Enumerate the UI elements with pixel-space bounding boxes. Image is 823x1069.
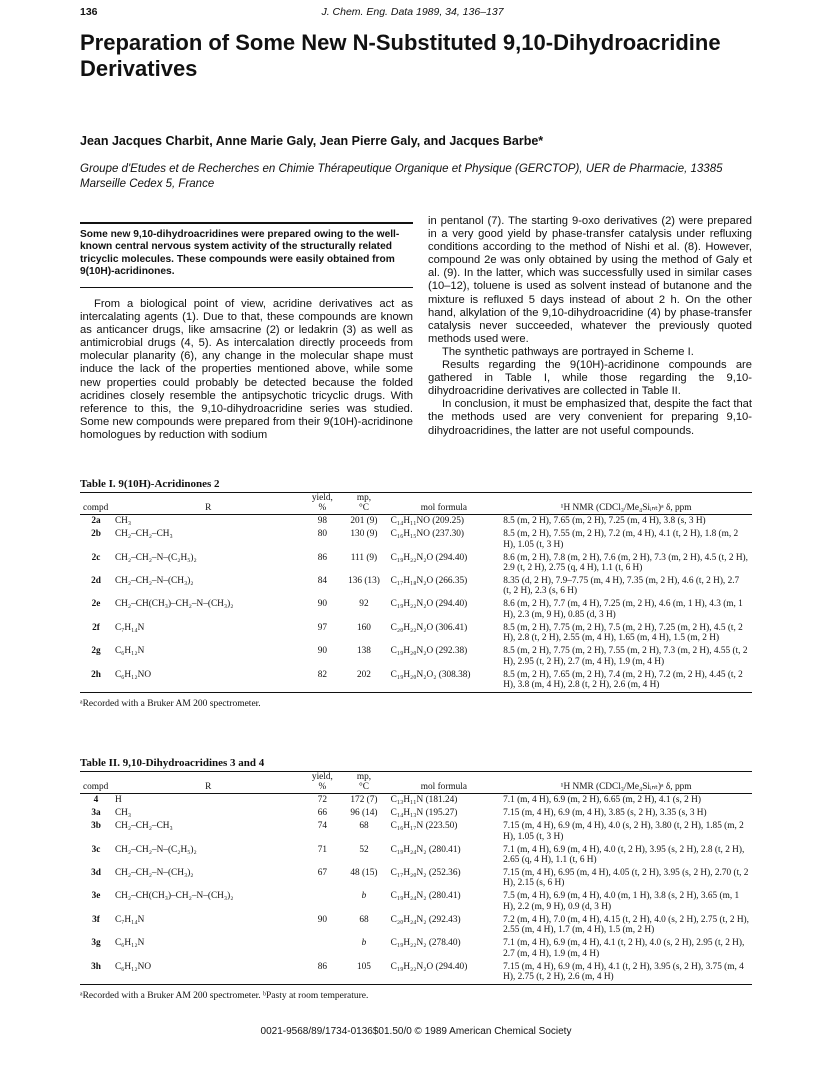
table-cell-r: CH₂–CH₂–CH₃ <box>114 529 173 540</box>
table-caption: Table I. 9(10H)-Acridinones 2 <box>80 478 220 490</box>
table-cell-yield: 66 <box>317 808 328 819</box>
col-header-yield-unit: % <box>304 503 340 514</box>
table-cell-formula: C₁₇H₂₀N₂ (252.36) <box>390 867 461 878</box>
page-number: 136 <box>80 6 98 18</box>
table-cell-mp: 172 (7) <box>350 795 378 806</box>
table-body <box>80 514 752 692</box>
col-header-formula: mol formula <box>388 503 501 514</box>
table-cell-formula: C₁₉H₂₂N₂O (294.40) <box>390 552 468 563</box>
table-cell-mp: 96 (14) <box>350 808 378 819</box>
table-footnote: ᵃRecorded with a Bruker AM 200 spectrometer. <box>80 698 261 709</box>
col-header-r: R <box>112 782 305 793</box>
body-paragraph: in pentanol (7). The starting 9-oxo derivatives (2) were prepared in a very good yield by phase-transfer catalysis under refluxing conditions according to the method of Nishi et al. (8). However, compound 2e was only obtained by using the method of Galy et al. (9). In the latter, which was successfully used in similar cases (10–12), toluene is used as solvent instead of butanone and the mixture is refluxed 5 days instead of about 2 h. On the other hand, alkylation of the 9,10-dihydroacridine (4) by phase-transfer catalysis never succeeded, whatever the previously quoted methods used were. <box>428 215 752 345</box>
table-cell-yield: 90 <box>317 914 328 925</box>
table-cell-nmr: 8.5 (m, 2 H), 7.65 (m, 2 H), 7.25 (m, 4 H), 3.8 (s, 3 H) <box>503 516 706 527</box>
table-cell-nmr: 8.5 (m, 2 H), 7.75 (m, 2 H), 7.5 (m, 2 H), 7.25 (m, 2 H), 4.5 (t, 2 H), 2.8 (t, 2 H), 2.55 (m, 4 H), 1.65 (m, 4 H), 1.5 (m, 2 H) <box>503 622 743 644</box>
table-row <box>80 598 752 621</box>
table-cell-mp: 105 <box>340 960 387 984</box>
table-row <box>80 621 752 644</box>
table-cell-r: CH₂–CH₂–N–(C₂H₅)₂ <box>114 844 197 855</box>
table-cell-mp: 52 <box>359 844 369 855</box>
table-cell-compd: 3g <box>91 938 101 949</box>
table-cell-formula: C₁₉H₂₂N₂O (294.40) <box>390 599 468 610</box>
table-cell-compd: 3a <box>91 808 101 819</box>
table-cell-compd: 4 <box>93 795 99 806</box>
table-cell-nmr: 8.6 (m, 2 H), 7.7 (m, 4 H), 7.25 (m, 2 H), 4.6 (m, 1 H), 4.3 (m, 1 H), 2.3 (m, 9 H), 0.85 (d, 3 H) <box>503 599 743 620</box>
data-table <box>80 771 752 985</box>
table-cell-yield: 97 <box>317 622 328 633</box>
table-body <box>80 793 752 984</box>
table-row <box>80 793 752 807</box>
table-row <box>80 890 752 913</box>
body-paragraph: In conclusion, it must be emphasized that, despite the fact that the methods used are very convenient for preparing 9,10-dihydroacridines, the latter are not useful compounds. <box>428 398 752 437</box>
table-cell-nmr: 7.15 (m, 4 H), 6.95 (m, 4 H), 4.05 (t, 2 H), 3.95 (s, 2 H), 2.70 (t, 2 H), 2.15 (s, 6 H) <box>503 867 749 889</box>
table-row <box>80 551 752 574</box>
table-cell-formula: C₁₉H₂₂N₂O (294.40) <box>388 960 500 984</box>
table-cell-nmr: 7.2 (m, 4 H), 7.0 (m, 4 H), 4.15 (t, 2 H), 4.0 (s, 2 H), 2.75 (t, 2 H), 2.55 (m, 4 H), 1.7 (m, 4 H), 1.5 (m, 2 H) <box>503 914 749 936</box>
table-cell-mp: b <box>361 938 367 949</box>
table-cell-mp: 48 (15) <box>350 867 378 878</box>
table-cell-yield: 72 <box>317 795 328 806</box>
col-header-mp-unit: °C <box>340 782 387 793</box>
table-cell-formula: C₁₉H₂₀N₂O (292.38) <box>390 646 468 657</box>
table-cell-formula: C₁₉H₂₄N₂ (280.41) <box>390 891 461 902</box>
table-cell-mp: b <box>361 891 367 902</box>
table-cell-yield <box>305 937 341 960</box>
table-cell-nmr: 7.5 (m, 4 H), 6.9 (m, 4 H), 4.0 (m, 1 H), 3.8 (s, 2 H), 3.65 (m, 1 H), 2.2 (m, 9 H), 0.9 (d, 3 H) <box>503 891 740 912</box>
table-cell-yield: 90 <box>317 646 328 657</box>
table-cell-nmr: 8.5 (m, 2 H), 7.65 (m, 2 H), 7.4 (m, 2 H), 7.2 (m, 2 H), 4.45 (t, 2 H), 3.8 (m, 4 H), 2.8 (t, 2 H), 2.6 (m, 4 H) <box>500 668 752 692</box>
col-header-mp-unit: °C <box>340 503 387 514</box>
body-paragraph: Results regarding the 9(10H)-acridinone compounds are gathered in Table I, while those regarding the 9,10-dihydroacridine derivatives are collected in Table II. <box>428 359 752 398</box>
table-cell-compd: 2c <box>91 552 101 563</box>
table-row <box>80 843 752 866</box>
table-cell-r: CH₃ <box>114 808 132 819</box>
col-header-mp: mp, <box>340 772 387 783</box>
table-cell-yield: 80 <box>317 529 328 540</box>
table-cell-compd: 2h <box>80 668 112 692</box>
table-cell-compd: 2a <box>91 516 101 527</box>
table-row <box>80 668 752 692</box>
running-header <box>80 6 745 22</box>
table-row <box>80 867 752 890</box>
table-row <box>80 960 752 984</box>
table-cell-r: CH₂–CH₂–N–(C₂H₅)₂ <box>114 552 197 563</box>
table-caption: Table II. 9,10-Dihydroacridines 3 and 4 <box>80 757 265 769</box>
table-cell-mp: 68 <box>359 914 369 925</box>
table-cell-formula: C₁₆H₁₅NO (237.30) <box>390 529 465 540</box>
table-cell-nmr: 7.15 (m, 4 H), 6.9 (m, 4 H), 4.1 (t, 2 H), 3.95 (s, 2 H), 3.75 (m, 4 H), 2.75 (t, 2 H), 2.6 (m, 4 H) <box>500 960 752 984</box>
table-cell-mp: 138 <box>356 646 371 657</box>
table-cell-formula: C₁₉H₂₄N₂ (280.41) <box>390 844 461 855</box>
table-cell-mp: 92 <box>359 599 369 610</box>
table-cell-mp: 130 (9) <box>350 529 378 540</box>
table-cell-compd: 2d <box>91 575 101 586</box>
table-cell-nmr: 7.15 (m, 4 H), 6.9 (m, 4 H), 4.0 (s, 2 H), 3.80 (t, 2 H), 1.85 (m, 2 H), 1.05 (t, 3 H) <box>503 821 744 842</box>
table-cell-yield: 86 <box>305 960 341 984</box>
table-cell-yield: 82 <box>304 668 340 692</box>
abstract: Some new 9,10-dihydroacridines were prepared owing to the well-known central nervous system activity of the structurally related tricyclic molecules. These compounds were easily obtained from 9(10H)-acridinones. <box>80 229 400 277</box>
table-cell-yield: 71 <box>317 844 328 855</box>
table-cell-compd: 2f <box>92 622 100 633</box>
table-cell-nmr: 8.5 (m, 2 H), 7.75 (m, 2 H), 7.55 (m, 2 H), 7.3 (m, 2 H), 4.55 (t, 2 H), 2.95 (t, 2 H), 2.7 (m, 4 H), 1.9 (m, 4 H) <box>503 646 748 667</box>
table-cell-r: C₆H₁₂N <box>114 646 145 657</box>
table-cell-yield: 98 <box>317 516 328 527</box>
table-row <box>80 575 752 598</box>
col-header-r: R <box>112 503 305 514</box>
table-cell-compd: 3e <box>91 891 101 902</box>
table-row <box>80 528 752 551</box>
table-cell-r: C₆H₁₂NO <box>112 668 305 692</box>
table-cell-formula: C₁₃H₁₁N (181.24) <box>390 795 458 806</box>
body-column-left <box>80 298 413 442</box>
table-cell-compd: 3c <box>91 844 101 855</box>
table-row <box>80 645 752 668</box>
table-cell-yield: 84 <box>317 575 328 586</box>
table-cell-formula: C₂₀H₂₂N₂O (306.41) <box>390 622 468 633</box>
table-row <box>80 937 752 960</box>
table-cell-r: CH₃ <box>114 516 132 527</box>
table-cell-compd: 3h <box>80 960 112 984</box>
col-header-compd: compd <box>80 503 112 514</box>
table-cell-compd: 3d <box>91 867 101 878</box>
table-cell-formula: C₁₄H₁₁NO (209.25) <box>390 516 465 527</box>
table-cell-compd: 2e <box>91 599 101 610</box>
table-cell-r: CH₂–CH(CH₃)–CH₂–N–(CH₃)₂ <box>114 891 234 902</box>
table-cell-nmr: 8.6 (m, 2 H), 7.8 (m, 2 H), 7.6 (m, 2 H), 7.3 (m, 2 H), 4.5 (t, 2 H), 2.9 (t, 2 H), 2.75 (q, 4 H), 1.1 (t, 6 H) <box>503 552 748 573</box>
table-cell-nmr: 8.35 (d, 2 H), 7.9–7.75 (m, 4 H), 7.35 (m, 2 H), 4.6 (t, 2 H), 2.7 (t, 2 H), 2.3 (s, 6 H) <box>503 575 740 597</box>
table-cell-r: C₆H₁₂N <box>114 938 145 949</box>
journal-citation: J. Chem. Eng. Data 1989, 34, 136–137 <box>321 6 504 18</box>
affiliation: Groupe d'Etudes et de Recherches en Chimie Thérapeutique Organique et Physique (GERCTOP), UER de Pharmacie, 13385 Marseille Cedex 5, France <box>80 163 723 190</box>
col-header-yield-unit: % <box>305 782 341 793</box>
table-cell-nmr: 7.1 (m, 4 H), 6.9 (m, 4 H), 4.1 (t, 2 H), 4.0 (s, 2 H), 2.95 (t, 2 H), 2.7 (m, 4 H), 1.9 (m, 4 H) <box>503 938 745 959</box>
table-cell-compd: 2b <box>91 529 101 540</box>
table-cell-compd: 2g <box>91 646 101 657</box>
article-title: Preparation of Some New N-Substituted 9,10-Dihydroacridine Derivatives <box>80 30 721 81</box>
table-cell-r: H <box>114 795 122 806</box>
table-cell-r: C₇H₁₄N <box>114 914 145 925</box>
col-header-yield: yield, <box>305 772 341 783</box>
body-paragraph: From a biological point of view, acridine derivatives act as intercalating agents (1). Due to that, these compounds are known as anticancer drugs, like amsacrine (2) or ledakrin (3) as well as antimicrobial drugs (4, 5). As intercalation directly proceeds from molecular planarity (6), any change in the molecular shape must induce the lack of the properties mentioned above, while some new properties could probably be detected because the folded acridines closely resemble the antipsychotic tricyclic drugs. With reference to this, the 9,10-dihydroacridine series was studied. Some new compounds were prepared from their 9(10H)-acridinone homologues by reduction with sodium <box>80 298 413 441</box>
table-cell-formula: C₁₆H₁₇N (223.50) <box>390 821 458 832</box>
table-1 <box>80 478 752 709</box>
abstract-bottom-rule <box>80 287 413 288</box>
body-paragraph: The synthetic pathways are portrayed in Scheme I. <box>442 345 694 358</box>
table-cell-mp: 160 <box>356 622 371 633</box>
table-row <box>80 514 752 528</box>
table-row <box>80 913 752 936</box>
table-cell-formula: C₂₀H₂₄N₂ (292.43) <box>390 914 461 925</box>
table-row <box>80 820 752 843</box>
table-cell-formula: C₁₉H₂₂N₂ (278.40) <box>390 938 461 949</box>
col-header-nmr: ¹H NMR (CDCl₃/Me₄Siᵢₙₜ)ᵃ δ, ppm <box>500 503 752 514</box>
author-list: Jean Jacques Charbit, Anne Marie Galy, Jean Pierre Galy, and Jacques Barbe* <box>80 134 544 148</box>
table-cell-nmr: 7.15 (m, 4 H), 6.9 (m, 4 H), 3.85 (s, 2 H), 3.35 (s, 3 H) <box>503 808 707 819</box>
table-cell-r: CH₂–CH₂–N–(CH₃)₂ <box>114 867 194 878</box>
table-cell-r: CH₂–CH₂–CH₃ <box>114 821 173 832</box>
table-cell-formula: C₁₄H₁₃N (195.27) <box>390 808 458 819</box>
table-cell-yield: 74 <box>317 821 328 832</box>
copyright-footer: 0021-9568/89/1734-0136$01.50/0 © 1989 American Chemical Society <box>260 1026 572 1037</box>
table-cell-mp: 201 (9) <box>350 516 378 527</box>
data-table <box>80 492 752 693</box>
table-cell-nmr: 8.5 (m, 2 H), 7.55 (m, 2 H), 7.2 (m, 4 H), 4.1 (t, 2 H), 1.8 (m, 2 H), 1.05 (t, 3 H) <box>503 529 739 550</box>
table-cell-compd: 3b <box>91 821 101 832</box>
col-header-yield: yield, <box>304 493 340 504</box>
table-cell-yield: 90 <box>317 599 328 610</box>
table-cell-r: C₆H₁₂NO <box>112 960 305 984</box>
table-cell-compd: 3f <box>92 914 100 925</box>
table-cell-mp: 111 (9) <box>350 552 378 563</box>
table-cell-yield: 86 <box>317 552 328 563</box>
table-cell-nmr: 7.1 (m, 4 H), 6.9 (m, 2 H), 6.65 (m, 2 H), 4.1 (s, 2 H) <box>503 795 701 806</box>
table-cell-r: CH₂–CH₂–N–(CH₃)₂ <box>114 575 194 586</box>
table-cell-mp: 136 (13) <box>348 575 380 586</box>
table-cell-r: C₇H₁₄N <box>114 622 145 633</box>
table-cell-yield: 67 <box>317 867 328 878</box>
abstract-top-rule <box>80 222 413 224</box>
table-cell-yield <box>305 890 341 913</box>
table-cell-mp: 202 <box>340 668 387 692</box>
table-cell-mp: 68 <box>359 821 369 832</box>
table-cell-nmr: 7.1 (m, 4 H), 6.9 (m, 4 H), 4.0 (t, 2 H), 3.95 (s, 2 H), 2.8 (t, 2 H), 2.65 (q, 4 H), 1.1 (t, 6 H) <box>503 844 745 865</box>
table-2 <box>80 757 752 1001</box>
table-cell-r: CH₂–CH(CH₃)–CH₂–N–(CH₃)₂ <box>114 599 234 610</box>
table-cell-formula: C₁₉H₂₀N₂O₂ (308.38) <box>388 668 501 692</box>
table-row <box>80 807 752 820</box>
col-header-formula: mol formula <box>388 782 500 793</box>
col-header-mp: mp, <box>340 493 387 504</box>
body-column-right <box>428 215 752 438</box>
col-header-compd: compd <box>80 782 112 793</box>
table-cell-formula: C₁₇H₁₈N₂O (266.35) <box>390 575 468 586</box>
col-header-nmr: ¹H NMR (CDCl₃/Me₄Siᵢₙₜ)ᵃ δ, ppm <box>500 782 752 793</box>
table-footnote: ᵃRecorded with a Bruker AM 200 spectrometer. ᵇPasty at room temperature. <box>80 990 369 1001</box>
